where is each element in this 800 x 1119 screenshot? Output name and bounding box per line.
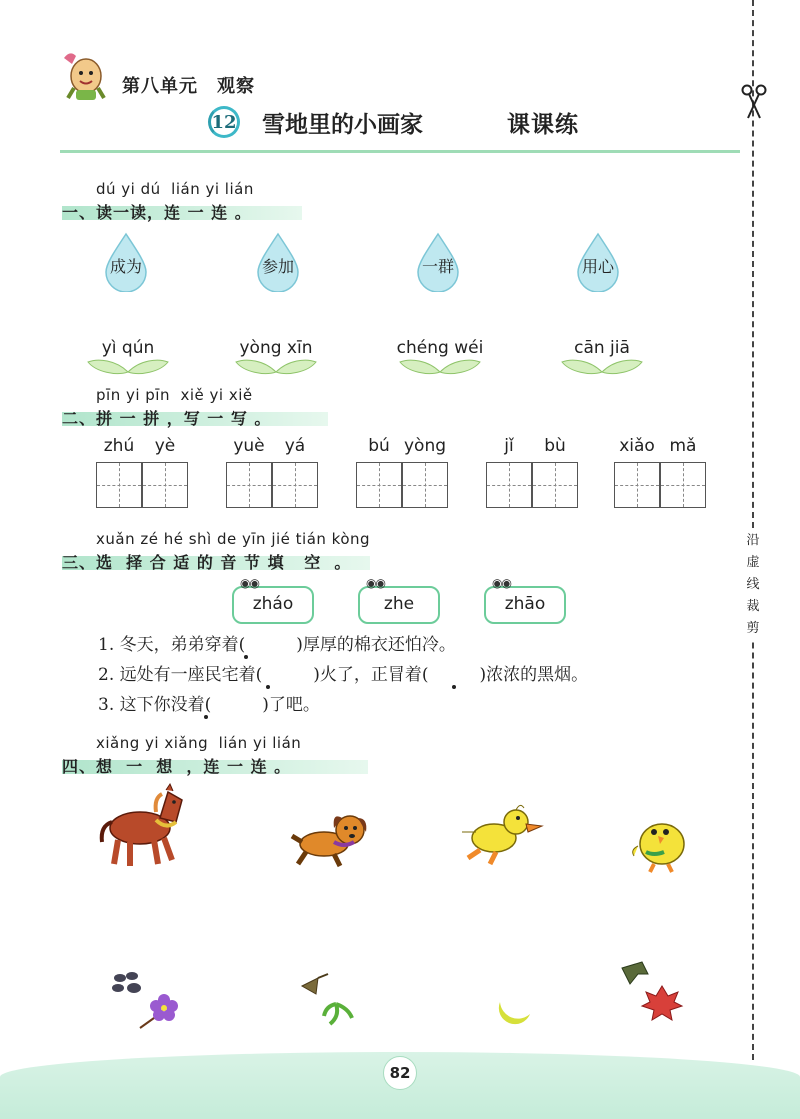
section2-pinyin: pīn yi pīn xiě yi xiě	[96, 386, 253, 404]
eyes-icon: ◉◉	[240, 576, 259, 590]
grid-pinyin: yè	[154, 436, 176, 456]
eyes-icon: ◉◉	[492, 576, 511, 590]
word-drop-1[interactable]: 成为	[104, 232, 148, 292]
grid-pinyin: jǐ	[504, 436, 514, 456]
section1-pinyin: dú yi dú lián yi lián	[96, 180, 254, 198]
emphasis-dot	[244, 655, 248, 659]
pinyin-option-1[interactable]: yì qún	[78, 338, 178, 378]
grid-pinyin: yuè	[233, 436, 265, 456]
word-drop-4[interactable]: 用心	[576, 232, 620, 292]
tian-grid-cell[interactable]	[402, 462, 448, 508]
eyes-icon: ◉◉	[366, 576, 385, 590]
section4-pinyin: xiǎng yi xiǎng lián yi lián	[96, 734, 302, 752]
syllable-option-3[interactable]: ◉◉ zhāo	[484, 586, 566, 624]
tian-grid-cell[interactable]	[356, 462, 402, 508]
pinyin-option-3[interactable]: chéng wéi	[390, 338, 490, 378]
grid-pinyin: bù	[544, 436, 566, 456]
lesson-tag: 课课练	[507, 111, 579, 138]
section2-title: 二、拼 一 拼 ，写 一 写 。	[62, 409, 272, 428]
bamboo-leaf-prints[interactable]	[296, 972, 358, 1032]
tian-grid-cell[interactable]	[142, 462, 188, 508]
grid-pinyin: bú	[368, 436, 390, 456]
grid-pinyin: zhú	[103, 436, 135, 456]
dog-picture[interactable]	[290, 808, 374, 872]
page-number: 82	[383, 1056, 417, 1090]
grid-pinyin: yòng	[403, 436, 447, 456]
lesson-title: 雪地里的小画家	[262, 111, 423, 138]
horse-picture[interactable]	[96, 782, 188, 876]
emphasis-dot	[452, 685, 456, 689]
tian-grid-cell[interactable]	[660, 462, 706, 508]
grid-pinyin: yá	[284, 436, 306, 456]
section4-title: 四、想 一 想 ，连 一 连 。	[62, 757, 292, 776]
lesson-number-badge: 12	[208, 106, 240, 138]
pinyin-option-4[interactable]: cān jiā	[552, 338, 652, 378]
sentence-2: 2. 远处有一座民宅着( )火了，正冒着( )浓浓的黑烟。	[98, 665, 589, 685]
tian-grid-cell[interactable]	[96, 462, 142, 508]
scissors-icon	[740, 84, 768, 120]
syllable-option-1[interactable]: ◉◉ zháo	[232, 586, 314, 624]
tian-grid-cell[interactable]	[272, 462, 318, 508]
plum-blossom-and-paw-prints[interactable]	[108, 968, 190, 1034]
grid-pinyin: mǎ	[669, 436, 697, 456]
emphasis-dot	[204, 715, 208, 719]
emphasis-dot	[266, 685, 270, 689]
chick-picture[interactable]	[624, 806, 696, 878]
syllable-option-2[interactable]: ◉◉ zhe	[358, 586, 440, 624]
section3-title: 三、选 择 合 适 的 音 节 填 空 。	[62, 553, 352, 572]
section1-title: 一、读一读，连 一 连 。	[62, 203, 252, 222]
word-drop-2[interactable]: 参加	[256, 232, 300, 292]
tian-grid-cell[interactable]	[532, 462, 578, 508]
cut-instruction: 沿 虚 线 裁 剪	[740, 530, 766, 640]
tian-grid-cell[interactable]	[486, 462, 532, 508]
mascot-illustration	[58, 48, 110, 104]
grid-pinyin: xiǎo	[619, 436, 655, 456]
maple-leaf-prints[interactable]	[614, 956, 690, 1028]
tian-grid-cell[interactable]	[614, 462, 660, 508]
unit-title: 第八单元 观察	[122, 76, 255, 97]
duck-picture[interactable]	[460, 802, 544, 870]
sentence-1: 1. 冬天，弟弟穿着( )厚厚的棉衣还怕冷。	[98, 635, 456, 655]
sentence-3: 3. 这下你没着( )了吧。	[98, 695, 320, 715]
pinyin-option-2[interactable]: yòng xīn	[226, 338, 326, 378]
tian-grid-cell[interactable]	[226, 462, 272, 508]
crescent-moon-prints[interactable]	[456, 968, 532, 1032]
header-divider	[60, 150, 740, 153]
section3-pinyin: xuǎn zé hé shì de yīn jié tián kòng	[96, 530, 371, 548]
word-drop-3[interactable]: 一群	[416, 232, 460, 292]
